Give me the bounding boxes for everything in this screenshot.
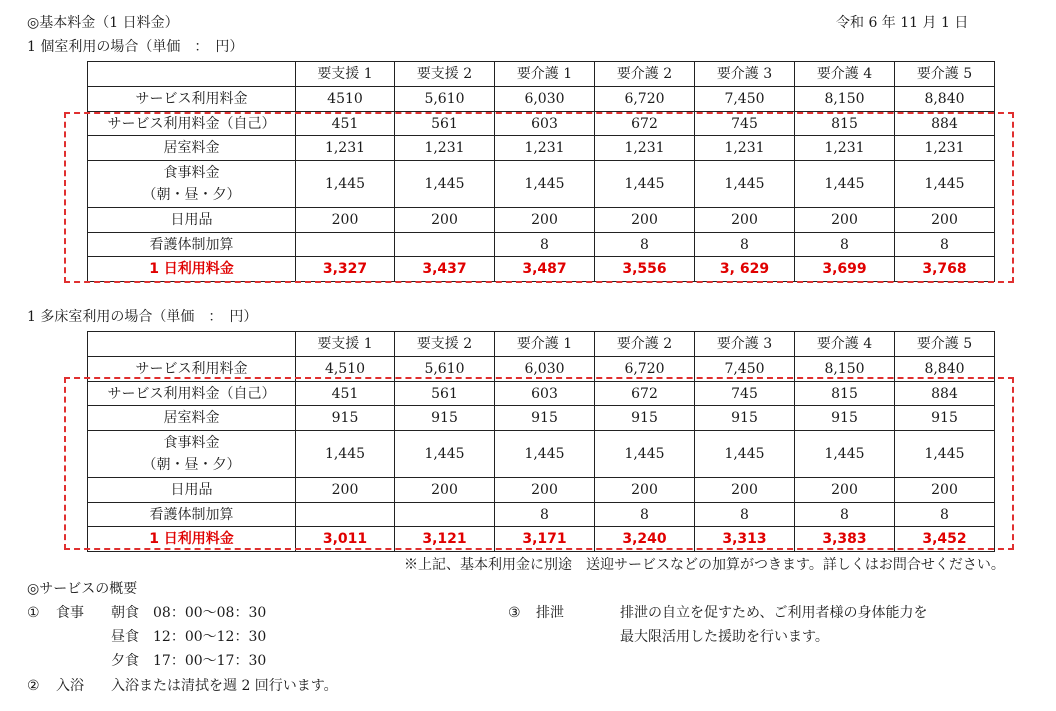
value-cell [395, 503, 495, 527]
value-cell: 1,445 [296, 161, 395, 208]
value-cell: 915 [795, 406, 895, 431]
value-cell: 200 [695, 478, 795, 503]
column-header-cell: 要介護 3 [695, 332, 795, 357]
breakfast-label: 朝食 [111, 605, 139, 621]
header-corner-cell [88, 62, 296, 87]
column-header-cell: 要介護 4 [795, 332, 895, 357]
row-label: 居室料金 [163, 140, 220, 156]
value-cell: 4,510 [296, 357, 395, 382]
value-cell: 8 [695, 233, 795, 257]
value-cell: 1,231 [695, 136, 795, 161]
multi-room-caption: 1 多床室利用の場合（単価 ： 円） [27, 309, 258, 325]
value-cell: 3, 629 [695, 257, 795, 282]
value-cell: 200 [595, 478, 695, 503]
value-cell: 1,445 [296, 431, 395, 478]
dinner-label: 夕食 [111, 653, 139, 669]
row-label-cell [88, 406, 296, 431]
column-header-cell: 要介護 1 [495, 62, 595, 87]
value-cell: 915 [296, 406, 395, 431]
row-label-cell [88, 478, 296, 503]
excretion-description-line1: 排泄の自立を促すため、ご利用者様の身体能力を [620, 605, 928, 621]
column-header-cell: 要支援 2 [395, 62, 495, 87]
row-label: サービス利用料金 [135, 91, 248, 107]
lunch-label: 昼食 [111, 629, 139, 645]
value-cell: 1,231 [595, 136, 695, 161]
row-label: 1 日利用料金 [149, 531, 234, 547]
column-header-cell: 要介護 3 [695, 62, 795, 87]
value-cell: 1,445 [695, 431, 795, 478]
row-label: サービス利用料金 [135, 361, 248, 377]
value-cell: 8,150 [795, 87, 895, 112]
value-cell: 3,452 [895, 527, 995, 552]
value-cell: 1,231 [795, 136, 895, 161]
row-label-cell [88, 233, 296, 257]
column-header-cell: 要支援 1 [296, 332, 395, 357]
value-cell: 745 [695, 112, 795, 136]
row-label-sub: （朝・昼・夕） [142, 457, 241, 473]
table-row [88, 503, 995, 527]
value-cell: 1,445 [595, 161, 695, 208]
value-cell: 3,768 [895, 257, 995, 282]
value-cell: 1,231 [395, 136, 495, 161]
value-cell: 3,121 [395, 527, 495, 552]
value-cell: 6,720 [595, 87, 695, 112]
value-cell: 3,383 [795, 527, 895, 552]
row-label-cell [88, 503, 296, 527]
value-cell: 3,556 [595, 257, 695, 282]
column-header-cell: 要介護 2 [595, 62, 695, 87]
header-row [88, 332, 995, 357]
breakfast-time: 08：00〜08：30 [153, 605, 267, 621]
row-label: 日用品 [170, 212, 213, 228]
value-cell: 451 [296, 112, 395, 136]
value-cell: 603 [495, 112, 595, 136]
additional-fee-note: ※上記、基本利用金に別途 送迎サービスなどの加算がつきます。詳しくはお問合せください。 [404, 557, 1005, 573]
bath-number: ② [27, 678, 40, 694]
table-row [88, 406, 995, 431]
value-cell: 884 [895, 382, 995, 406]
column-header-cell: 要介護 1 [495, 332, 595, 357]
table-row [88, 357, 995, 382]
value-cell: 6,030 [495, 87, 595, 112]
bath-heading: 入浴 [56, 678, 84, 694]
value-cell: 1,445 [495, 161, 595, 208]
value-cell: 200 [795, 478, 895, 503]
value-cell [296, 503, 395, 527]
row-label: 看護体制加算 [149, 506, 234, 523]
value-cell: 4510 [296, 87, 395, 112]
row-label-cell [88, 257, 296, 282]
value-cell: 561 [395, 382, 495, 406]
value-cell: 200 [296, 208, 395, 233]
value-cell: 3,699 [795, 257, 895, 282]
value-cell: 8 [795, 233, 895, 257]
column-header-cell: 要支援 2 [395, 332, 495, 357]
value-cell: 745 [695, 382, 795, 406]
column-header-cell: 要介護 5 [895, 62, 995, 87]
value-cell: 8 [895, 233, 995, 257]
value-cell: 1,445 [795, 431, 895, 478]
multi-room-fee-table [87, 331, 995, 552]
value-cell: 1,445 [795, 161, 895, 208]
column-header-cell: 要支援 1 [296, 62, 395, 87]
meal-heading: 食事 [56, 605, 84, 621]
value-cell: 7,450 [695, 357, 795, 382]
value-cell: 200 [296, 478, 395, 503]
table-row [88, 233, 995, 257]
table-row [88, 478, 995, 503]
value-cell: 915 [895, 406, 995, 431]
row-label-cell [88, 161, 296, 208]
value-cell [395, 233, 495, 257]
value-cell: 8 [795, 503, 895, 527]
excretion-number: ③ [508, 605, 521, 621]
value-cell: 200 [795, 208, 895, 233]
value-cell: 7,450 [695, 87, 795, 112]
value-cell: 3,313 [695, 527, 795, 552]
column-header-cell: 要介護 4 [795, 62, 895, 87]
value-cell: 8 [495, 233, 595, 257]
value-cell: 200 [595, 208, 695, 233]
value-cell: 672 [595, 112, 695, 136]
header-row [88, 62, 995, 87]
row-label: 1 日利用料金 [149, 261, 234, 277]
row-label: 居室料金 [163, 410, 220, 426]
value-cell: 200 [495, 208, 595, 233]
value-cell: 1,445 [595, 431, 695, 478]
row-label: 看護体制加算 [149, 236, 234, 253]
value-cell: 200 [395, 478, 495, 503]
column-header-cell: 要介護 2 [595, 332, 695, 357]
value-cell: 200 [395, 208, 495, 233]
table-row [88, 208, 995, 233]
row-label-cell [88, 382, 296, 406]
value-cell: 3,011 [296, 527, 395, 552]
value-cell: 8 [495, 503, 595, 527]
excretion-heading: 排泄 [536, 605, 564, 621]
value-cell: 672 [595, 382, 695, 406]
row-label-cell [88, 112, 296, 136]
table-row [88, 161, 995, 208]
row-label: サービス利用料金（自己） [107, 385, 276, 402]
value-cell: 1,231 [296, 136, 395, 161]
services-title: ◎サービスの概要 [27, 581, 138, 597]
total-row [88, 527, 995, 552]
row-label-cell [88, 136, 296, 161]
value-cell: 200 [895, 478, 995, 503]
lunch-time: 12：00〜12：30 [153, 629, 267, 645]
value-cell: 1,445 [895, 431, 995, 478]
value-cell: 8,840 [895, 87, 995, 112]
single-room-caption: 1 個室利用の場合（単価 ： 円） [27, 39, 244, 55]
value-cell: 3,437 [395, 257, 495, 282]
dinner-time: 17：00〜17：30 [153, 653, 267, 669]
value-cell: 603 [495, 382, 595, 406]
row-label-cell [88, 208, 296, 233]
single-room-fee-table [87, 61, 995, 282]
value-cell: 8,840 [895, 357, 995, 382]
value-cell: 5,610 [395, 87, 495, 112]
total-row [88, 257, 995, 282]
document-date: 令和 6 年 11 月 1 日 [836, 15, 969, 31]
value-cell: 1,445 [695, 161, 795, 208]
value-cell: 1,445 [395, 161, 495, 208]
value-cell: 6,720 [595, 357, 695, 382]
row-label-cell [88, 527, 296, 552]
value-cell: 8 [695, 503, 795, 527]
table-row [88, 431, 995, 478]
value-cell: 3,171 [495, 527, 595, 552]
value-cell: 200 [695, 208, 795, 233]
value-cell: 915 [695, 406, 795, 431]
value-cell: 1,231 [495, 136, 595, 161]
value-cell: 3,487 [495, 257, 595, 282]
value-cell: 1,445 [395, 431, 495, 478]
table-row [88, 87, 995, 112]
value-cell: 915 [495, 406, 595, 431]
page-title: ◎基本料金（1 日料金） [27, 15, 179, 31]
value-cell: 915 [595, 406, 695, 431]
value-cell: 1,445 [495, 431, 595, 478]
row-label-sub: （朝・昼・夕） [142, 187, 241, 203]
value-cell: 3,240 [595, 527, 695, 552]
value-cell: 451 [296, 382, 395, 406]
value-cell: 915 [395, 406, 495, 431]
value-cell: 3,327 [296, 257, 395, 282]
value-cell: 8 [595, 233, 695, 257]
value-cell: 1,445 [895, 161, 995, 208]
row-label: サービス利用料金（自己） [107, 115, 276, 132]
value-cell: 8 [595, 503, 695, 527]
bath-description: 入浴または清拭を週 2 回行います。 [111, 678, 338, 694]
table-row [88, 112, 995, 136]
value-cell: 561 [395, 112, 495, 136]
value-cell: 815 [795, 382, 895, 406]
value-cell: 5,610 [395, 357, 495, 382]
row-label-cell [88, 357, 296, 382]
value-cell: 6,030 [495, 357, 595, 382]
row-label: 食事料金 [163, 435, 220, 451]
excretion-description-line2: 最大限活用した援助を行います。 [620, 629, 829, 645]
table-row [88, 382, 995, 406]
value-cell [296, 233, 395, 257]
row-label-cell [88, 87, 296, 112]
row-label: 日用品 [170, 482, 213, 498]
meal-number: ① [27, 605, 40, 621]
value-cell: 8,150 [795, 357, 895, 382]
row-label-cell [88, 431, 296, 478]
row-label: 食事料金 [163, 165, 220, 181]
header-corner-cell [88, 332, 296, 357]
value-cell: 200 [895, 208, 995, 233]
value-cell: 200 [495, 478, 595, 503]
value-cell: 884 [895, 112, 995, 136]
value-cell: 8 [895, 503, 995, 527]
table-row [88, 136, 995, 161]
value-cell: 1,231 [895, 136, 995, 161]
value-cell: 815 [795, 112, 895, 136]
column-header-cell: 要介護 5 [895, 332, 995, 357]
